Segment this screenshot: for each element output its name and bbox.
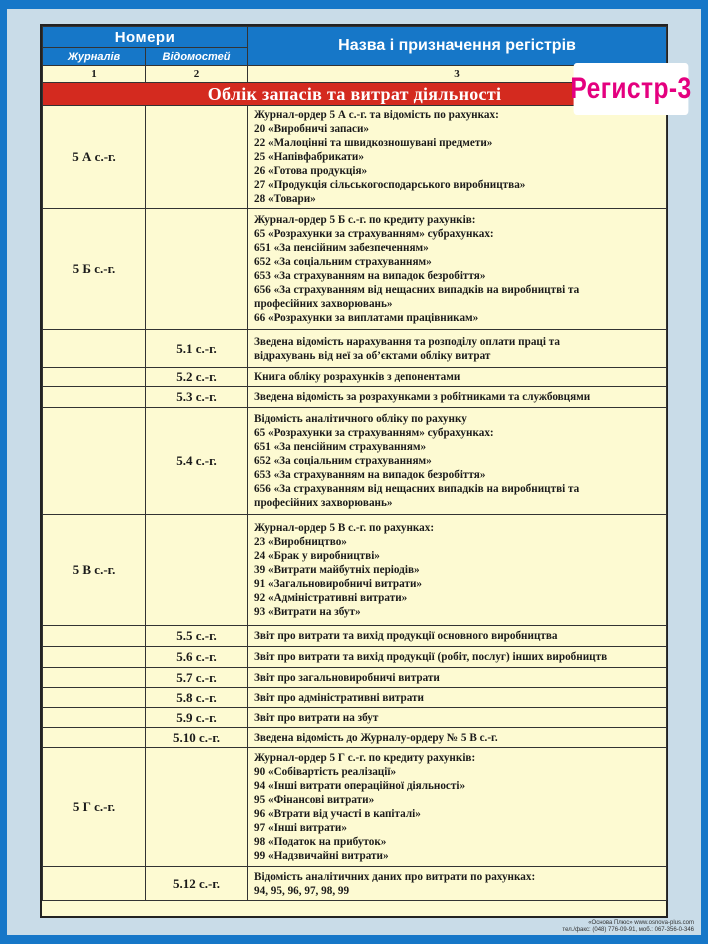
description-line: 25 «Напівфабрикати» [254, 151, 364, 163]
description-line: 94, 95, 96, 97, 98, 99 [254, 884, 350, 897]
register-row [43, 387, 667, 408]
description-line: Зведена відомість за розрахунками з робітниками та службовцями [254, 391, 591, 403]
journal-number [43, 330, 146, 368]
description-line: 652 «За соціальним страхуванням» [254, 256, 432, 268]
description-line: 98 «Податок на прибуток» [254, 836, 387, 848]
journal-number [43, 728, 146, 748]
description-line: Журнал-ордер 5 Г с.-г. по кредиту рахунків: [254, 752, 476, 764]
description-line: Зведена відомість нарахування та розподілу оплати праці та [254, 335, 560, 348]
statement-number: 5.1 с.-г. [146, 330, 248, 368]
statement-number [146, 748, 248, 867]
register-description [248, 368, 667, 387]
register-description [248, 408, 667, 515]
journal-number [43, 408, 146, 515]
register-row [43, 515, 667, 626]
statements-header: Відомостей [146, 48, 248, 66]
column-number-3: 3 [248, 66, 667, 83]
description-line: 96 «Втрати від участі в капіталі» [254, 808, 421, 820]
description-line: 66 «Розрахунки за виплатами працівникам» [254, 312, 479, 324]
register-row [43, 748, 667, 867]
description-line: Журнал-ордер 5 Б с.-г. по кредиту рахунків: [254, 214, 476, 226]
journal-number [43, 867, 146, 901]
description-line: 20 «Виробничі запаси» [254, 123, 369, 135]
register-badge: Регистр-3 [574, 63, 689, 115]
description-line: 28 «Товари» [254, 193, 316, 205]
publisher-line: «Основа Плюс» www.osnova-plus.com [588, 920, 694, 926]
description-line: Звіт про адміністративні витрати [254, 691, 424, 704]
register-row [43, 688, 667, 708]
register-rows [43, 106, 667, 901]
journal-number: 5 В с.-г. [43, 515, 146, 626]
description-line: професійних захворювань» [254, 497, 393, 509]
description-line: 24 «Брак у виробництві» [254, 550, 380, 562]
description-line: Звіт про витрати та вихід продукції основного виробництва [254, 630, 558, 642]
description-line: 653 «За страхуванням на випадок безробіття» [254, 270, 486, 282]
register-description [248, 209, 667, 330]
register-description [248, 330, 667, 368]
statement-number [146, 209, 248, 330]
description-line: 651 «За пенсійним забезпеченням» [254, 242, 429, 254]
description-line: 656 «За страхуванням від нещасних випадків на виробництві та [254, 284, 580, 296]
description-line: 23 «Виробництво» [254, 536, 347, 548]
description-line: 93 «Витрати на збут» [254, 606, 361, 618]
register-description [248, 106, 667, 209]
description-line: Журнал-ордер 5 А с.-г. та відомість по рахунках: [254, 109, 499, 121]
description-line: 22 «Малоцінні та швидкозношувані предмети» [254, 137, 493, 149]
description-line: Звіт про витрати на збут [254, 711, 379, 724]
journal-number: 5 Б с.-г. [43, 209, 146, 330]
statement-number: 5.6 с.-г. [146, 647, 248, 668]
statement-number: 5.8 с.-г. [146, 688, 248, 708]
journal-number [43, 708, 146, 728]
statement-number: 5.3 с.-г. [146, 387, 248, 408]
description-line: 99 «Надзвичайні витрати» [254, 850, 389, 862]
statement-number: 5.7 с.-г. [146, 668, 248, 688]
register-row [43, 408, 667, 515]
statement-number: 5.12 с.-г. [146, 867, 248, 901]
statement-number: 5.10 с.-г. [146, 728, 248, 748]
description-line: 39 «Витрати майбутніх періодів» [254, 564, 420, 576]
numbers-header: Номери [43, 27, 248, 48]
description-line: 94 «Інші витрати операційної діяльності» [254, 780, 466, 792]
register-description [248, 748, 667, 867]
description-line: Звіт про загальновиробничі витрати [254, 671, 440, 684]
register-row [43, 368, 667, 387]
description-line: Відомість аналітичних даних про витрати по рахунках: [254, 870, 536, 883]
statement-number: 5.5 с.-г. [146, 626, 248, 647]
register-row [43, 708, 667, 728]
journal-number [43, 688, 146, 708]
description-line: 656 «За страхуванням від нещасних випадків на виробництві та [254, 483, 580, 495]
description-line: професійних захворювань» [254, 298, 393, 310]
journal-number [43, 647, 146, 668]
description-line: Відомість аналітичного обліку по рахунку [254, 413, 467, 425]
statement-number: 5.2 с.-г. [146, 368, 248, 387]
register-row [43, 728, 667, 748]
description-line: 27 «Продукція сільськогосподарського виробництва» [254, 179, 526, 191]
journals-header: Журналів [43, 48, 146, 66]
description-line: 651 «За пенсійним страхуванням» [254, 441, 427, 453]
register-row [43, 209, 667, 330]
title-header: Назва і призначення регістрів [248, 27, 667, 66]
journal-number: 5 А с.-г. [43, 106, 146, 209]
register-description [248, 668, 667, 688]
register-row [43, 626, 667, 647]
register-sheet [40, 24, 668, 918]
description-line: 26 «Готова продукція» [254, 165, 368, 177]
description-line: 90 «Собівартість реалізації» [254, 766, 397, 778]
description-line: 92 «Адміністративні витрати» [254, 592, 408, 604]
journal-number [43, 368, 146, 387]
register-row [43, 330, 667, 368]
description-line: 652 «За соціальним страхуванням» [254, 455, 432, 467]
description-line: Звіт про витрати та вихід продукції (робіт, послуг) інших виробництв [254, 651, 608, 663]
description-line: 95 «Фінансові витрати» [254, 794, 375, 806]
description-line: відрахувань від неї за об’єктами обліку витрат [254, 349, 491, 362]
journal-number: 5 Г с.-г. [43, 748, 146, 867]
register-description [248, 728, 667, 748]
journal-number [43, 626, 146, 647]
journal-number [43, 668, 146, 688]
register-row [43, 106, 667, 209]
description-line: 97 «Інші витрати» [254, 822, 347, 834]
register-description [248, 708, 667, 728]
section-title: Облік запасів та витрат діяльності [43, 83, 667, 106]
description-line: 91 «Загальновиробничі витрати» [254, 578, 422, 590]
statement-number [146, 106, 248, 209]
register-description [248, 647, 667, 668]
statement-number [146, 515, 248, 626]
statement-number: 5.4 с.-г. [146, 408, 248, 515]
description-line: Журнал-ордер 5 В с.-г. по рахунках: [254, 522, 435, 534]
column-number-2: 2 [146, 66, 248, 83]
register-description [248, 387, 667, 408]
description-line: 65 «Розрахунки за страхуванням» субрахунках: [254, 427, 494, 439]
register-description [248, 688, 667, 708]
register-description [248, 515, 667, 626]
register-table [42, 26, 667, 901]
journal-number [43, 387, 146, 408]
contact-line: тел./факс: (048) 776-09-91, моб.: 067-356-0-346 [562, 927, 694, 933]
register-row [43, 867, 667, 901]
publisher-footer [562, 920, 694, 934]
register-row [43, 647, 667, 668]
description-line: 65 «Розрахунки за страхуванням» субрахунках: [254, 228, 494, 240]
column-number-1: 1 [43, 66, 146, 83]
register-row [43, 668, 667, 688]
register-description [248, 626, 667, 647]
description-line: Книга обліку розрахунків з депонентами [254, 371, 461, 383]
description-line: 653 «За страхуванням на випадок безробіття» [254, 469, 486, 481]
statement-number: 5.9 с.-г. [146, 708, 248, 728]
description-line: Зведена відомість до Журналу-ордеру № 5 В с.-г. [254, 731, 498, 744]
register-description [248, 867, 667, 901]
